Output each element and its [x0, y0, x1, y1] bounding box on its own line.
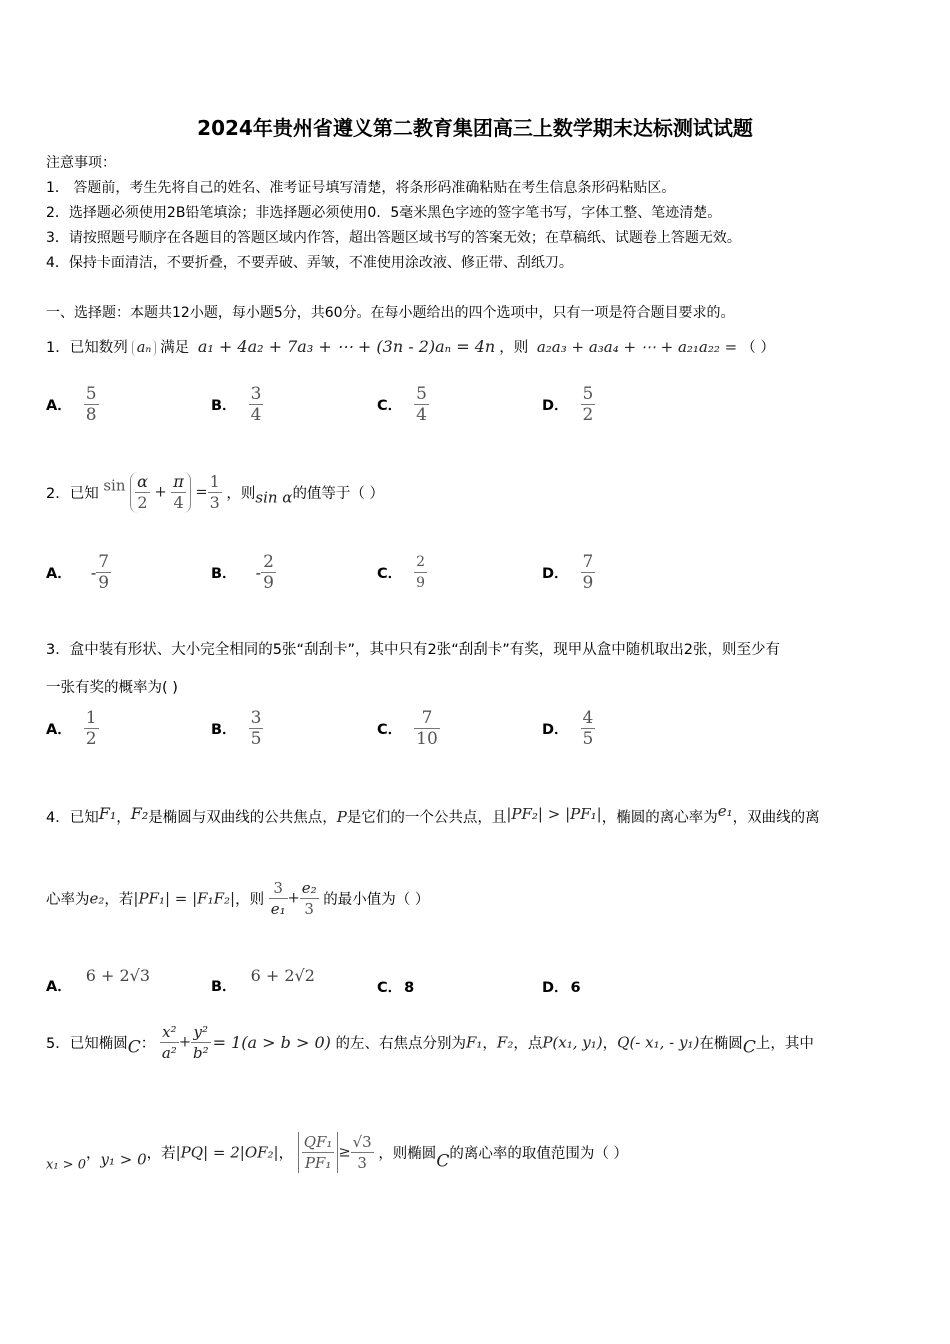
q2-option-b[interactable]: B． - $\frac{2}{9}$ — [211, 552, 274, 593]
q1-text-4: （ ） — [741, 340, 775, 356]
q4-option-b[interactable]: B．6 + 2√2 — [211, 966, 315, 995]
q1-sequence: aₙ — [132, 340, 157, 356]
section-heading: 一、选择题：本题共12小题，每小题5分，共60分。在每小题给出的四个选项中，只有一项是符合题目要求的。 — [46, 305, 735, 321]
page-title: 2024年贵州省遵义第二教育集团高三上数学期末达标测试试题 — [197, 116, 753, 140]
q2-argument: $\frac{\alpha}{2}$ + $\frac{\pi}{4}$ — [130, 472, 191, 513]
notes-heading: 注意事项： — [46, 155, 116, 171]
q3-option-a[interactable]: A． $\frac{1}{2}$ — [46, 708, 97, 749]
q1-text-3: ，则 — [499, 340, 529, 356]
q1-condition: a₁ + 4a₂ + 7a₃ + ⋯ + (3n - 2)aₙ = 4n — [197, 337, 496, 356]
note-item: 2．选择题必须使用2B铅笔填涂；非选择题必须使用0．5毫米黑色字迹的签字笔书写，字体工整、笔迹清楚。 — [46, 205, 722, 221]
q3-option-c[interactable]: C． $\frac{7}{10}$ — [377, 708, 438, 749]
q1-option-b[interactable]: B． $\frac{3}{4}$ — [211, 384, 262, 425]
question-4-line-2: 心率为e₂，若|PF₁| = |F₁F₂|，则 $\frac{3}{\text{e₁}}$ + $\frac{\text{e₂}}{3}$ 的最小值为（ ） — [46, 879, 430, 918]
question-5-line-1: 5．已知椭圆C： $\frac{\text{x²}}{\text{a²}}$ + $\frac{\text{y²}}{\text{b²}}$ = 1(a > b > 0) 的左、右焦点分别为F₁，F₂，点P(x₁, y₁)，Q(- x₁, - y₁)在椭圆C上，其中 — [46, 1023, 814, 1062]
q1-text-2: 满足 — [160, 340, 190, 356]
q1-option-d[interactable]: D． $\frac{5}{2}$ — [542, 384, 594, 425]
question-3-line-1: 3．盒中装有形状、大小完全相同的5张“刮刮卡”，其中只有2张“刮刮卡”有奖，现甲从盒中随机取出2张，则至少有 — [46, 642, 780, 658]
q3-option-b[interactable]: B． $\frac{3}{5}$ — [211, 708, 262, 749]
fraction: $\frac{5}{4}$ — [416, 384, 427, 425]
q4-option-d[interactable]: D． 6 — [542, 980, 581, 996]
fraction: $\frac{5}{2}$ — [582, 384, 594, 425]
note-item: 4．保持卡面清洁，不要折叠，不要弄破、弄皱，不准使用涂改液、修正带、刮纸刀。 — [46, 255, 573, 271]
question-4-line-1: 4．已知F₁，F₂是椭圆与双曲线的公共焦点，P是它们的一个公共点，且|PF₂| > |PF₁|，椭圆的离心率为e₁，双曲线的离 — [46, 802, 820, 826]
q2-option-c[interactable]: C． $\frac{2}{9}$ — [377, 554, 426, 591]
question-3-line-2: 一张有奖的概率为( ) — [46, 680, 178, 696]
fraction: $\frac{3}{4}$ — [250, 384, 262, 425]
question-1 — [46, 336, 775, 357]
q2-option-d[interactable]: D． $\frac{7}{9}$ — [542, 552, 594, 593]
q4-option-c[interactable]: C． 8 — [377, 980, 415, 996]
q1-option-c[interactable]: C． $\frac{5}{4}$ — [377, 384, 427, 425]
question-2: 2．已知 sin $\frac{\alpha}{2}$ + $\frac{\pi}{4}$ = $\frac{1}{3}$ ，则sin α的值等于（ ） — [46, 472, 385, 512]
q2-option-a[interactable]: A． - $\frac{7}{9}$ — [46, 552, 110, 593]
q1-option-a[interactable]: A． $\frac{5}{8}$ — [46, 384, 97, 425]
q1-text-1: 1．已知数列 — [46, 340, 128, 356]
note-item: 1． 答题前，考生先将自己的姓名、准考证号填写清楚，将条形码准确粘贴在考生信息条形码粘贴区。 — [46, 180, 676, 196]
q1-expression: a₂a₃ + a₃a₄ + ⋯ + a₂₁a₂₂ = — [536, 338, 738, 356]
q4-option-a[interactable]: A．6 + 2√3 — [46, 966, 151, 995]
q3-option-d[interactable]: D． $\frac{4}{5}$ — [542, 708, 594, 749]
q5-ratio: $\frac{\text{QF₁}}{\text{PF₁}}$ — [298, 1132, 339, 1173]
question-5-line-2: x₁ > 0，y₁ > 0，若|PQ| = 2|OF₂|， $\frac{\text{QF₁}}{\text{PF₁}}$ ≥ $\frac{√3}{3}$ ，则椭圆C的离心率的取值范围为（ ） — [46, 1133, 628, 1173]
note-item: 3．请按照题号顺序在各题目的答题区域内作答，超出答题区域书写的答案无效；在草稿纸、试题卷上答题无效。 — [46, 230, 741, 246]
fraction: $\frac{5}{8}$ — [85, 384, 97, 425]
